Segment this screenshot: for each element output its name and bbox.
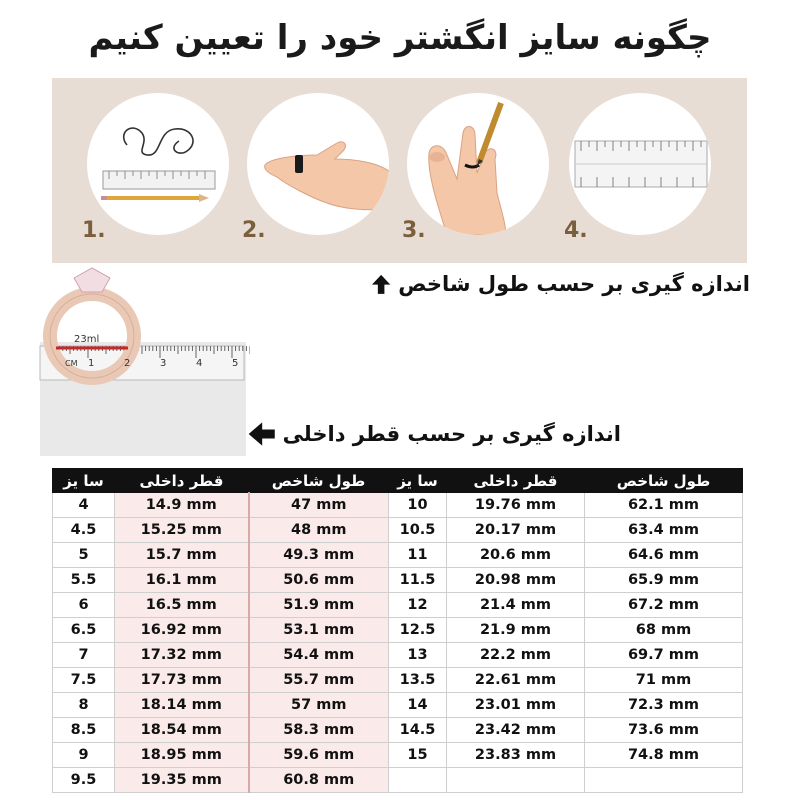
measure-label: 23ml bbox=[74, 334, 100, 345]
diameter-cell: 19.35 mm bbox=[115, 768, 249, 793]
diameter-cell: 20.98 mm bbox=[447, 568, 585, 593]
circumference-cell bbox=[585, 768, 743, 793]
diameter-cell: 18.54 mm bbox=[115, 718, 249, 743]
diameter-cell: 17.73 mm bbox=[115, 668, 249, 693]
header-circumference-left: طول شاخص bbox=[249, 469, 389, 493]
table-row bbox=[53, 593, 743, 618]
diameter-cell: 15.25 mm bbox=[115, 518, 249, 543]
diameter-cell: 21.4 mm bbox=[447, 593, 585, 618]
diameter-cell: 14.9 mm bbox=[115, 493, 249, 518]
step-number-4: 4. bbox=[564, 218, 588, 243]
size-cell: 4 bbox=[53, 493, 115, 518]
size-cell: 12 bbox=[389, 593, 447, 618]
circumference-cell: 67.2 mm bbox=[585, 593, 743, 618]
table-row bbox=[53, 568, 743, 593]
circumference-cell: 55.7 mm bbox=[249, 668, 389, 693]
header-diameter-right: قطر داخلی bbox=[447, 469, 585, 493]
circumference-cell: 64.6 mm bbox=[585, 543, 743, 568]
circumference-cell: 74.8 mm bbox=[585, 743, 743, 768]
string-ruler-pencil-icon bbox=[87, 93, 229, 235]
table-header-row bbox=[53, 469, 743, 493]
size-cell: 7.5 bbox=[53, 668, 115, 693]
diameter-cell: 22.2 mm bbox=[447, 643, 585, 668]
diameter-cell bbox=[447, 768, 585, 793]
table-row bbox=[53, 743, 743, 768]
step-number-2: 2. bbox=[242, 218, 266, 243]
diameter-caption bbox=[246, 414, 621, 454]
size-cell: 10.5 bbox=[389, 518, 447, 543]
cm-unit-label: CM bbox=[65, 359, 78, 368]
page-title: چگونه سایز انگشتر خود را تعیین کنیم bbox=[88, 18, 712, 58]
step-3 bbox=[407, 93, 549, 235]
circumference-cell: 48 mm bbox=[249, 518, 389, 543]
diameter-caption-text: اندازه گیری بر حسب قطر داخلی bbox=[282, 422, 621, 446]
diameter-cell: 22.61 mm bbox=[447, 668, 585, 693]
size-cell bbox=[389, 768, 447, 793]
size-cell: 14 bbox=[389, 693, 447, 718]
circumference-cell: 63.4 mm bbox=[585, 518, 743, 543]
table-row bbox=[53, 518, 743, 543]
size-cell: 8 bbox=[53, 693, 115, 718]
table-row bbox=[53, 618, 743, 643]
size-cell: 8.5 bbox=[53, 718, 115, 743]
table-row bbox=[53, 493, 743, 518]
table-row bbox=[53, 543, 743, 568]
circumference-cell: 53.1 mm bbox=[249, 618, 389, 643]
ruler-tick-label-1: 1 bbox=[88, 358, 95, 369]
size-cell: 13 bbox=[389, 643, 447, 668]
size-cell: 10 bbox=[389, 493, 447, 518]
diameter-cell: 23.83 mm bbox=[447, 743, 585, 768]
size-cell: 15 bbox=[389, 743, 447, 768]
diameter-cell: 23.01 mm bbox=[447, 693, 585, 718]
finger-wrap-icon bbox=[247, 93, 389, 235]
step-number-1: 1. bbox=[82, 218, 106, 243]
ring-ruler-illustration bbox=[30, 262, 250, 458]
circumference-cell: 59.6 mm bbox=[249, 743, 389, 768]
diameter-cell: 23.42 mm bbox=[447, 718, 585, 743]
circumference-cell: 50.6 mm bbox=[249, 568, 389, 593]
diameter-cell: 18.14 mm bbox=[115, 693, 249, 718]
diameter-cell: 21.9 mm bbox=[447, 618, 585, 643]
circumference-cell: 73.6 mm bbox=[585, 718, 743, 743]
table-row bbox=[53, 718, 743, 743]
table-row bbox=[53, 768, 743, 793]
finger-mark-icon bbox=[407, 93, 549, 235]
ruler-icon bbox=[569, 93, 711, 235]
size-cell: 11.5 bbox=[389, 568, 447, 593]
circumference-cell: 62.1 mm bbox=[585, 493, 743, 518]
size-cell: 5.5 bbox=[53, 568, 115, 593]
header-circumference-right: طول شاخص bbox=[585, 469, 743, 493]
steps-panel bbox=[52, 78, 747, 263]
circumference-cell: 47 mm bbox=[249, 493, 389, 518]
table-row bbox=[53, 643, 743, 668]
circumference-cell: 54.4 mm bbox=[249, 643, 389, 668]
circumference-cell: 49.3 mm bbox=[249, 543, 389, 568]
size-cell: 14.5 bbox=[389, 718, 447, 743]
diameter-cell: 16.5 mm bbox=[115, 593, 249, 618]
diameter-cell: 16.1 mm bbox=[115, 568, 249, 593]
circumference-cell: 72.3 mm bbox=[585, 693, 743, 718]
ruler-tick-label-4: 4 bbox=[196, 358, 203, 369]
size-cell: 6 bbox=[53, 593, 115, 618]
diameter-cell: 18.95 mm bbox=[115, 743, 249, 768]
diameter-cell: 20.6 mm bbox=[447, 543, 585, 568]
diameter-cell: 19.76 mm bbox=[447, 493, 585, 518]
circumference-cell: 60.8 mm bbox=[249, 768, 389, 793]
circumference-caption-text: اندازه گیری بر حسب طول شاخص bbox=[398, 272, 750, 296]
circumference-cell: 57 mm bbox=[249, 693, 389, 718]
arrow-up-icon bbox=[370, 267, 392, 301]
ruler-tick-label-2: 2 bbox=[124, 358, 131, 369]
circumference-cell: 65.9 mm bbox=[585, 568, 743, 593]
step-4 bbox=[569, 93, 711, 235]
size-cell: 9 bbox=[53, 743, 115, 768]
diameter-cell: 20.17 mm bbox=[447, 518, 585, 543]
ring-size-table bbox=[52, 468, 743, 793]
circumference-cell: 58.3 mm bbox=[249, 718, 389, 743]
ruler-tick-label-3: 3 bbox=[160, 358, 167, 369]
circumference-cell: 69.7 mm bbox=[585, 643, 743, 668]
header-size-left: سا یز bbox=[53, 469, 115, 493]
size-cell: 9.5 bbox=[53, 768, 115, 793]
step-2 bbox=[247, 93, 389, 235]
size-cell: 7 bbox=[53, 643, 115, 668]
circumference-cell: 51.9 mm bbox=[249, 593, 389, 618]
header-size-right: سا یز bbox=[389, 469, 447, 493]
arrow-left-icon bbox=[246, 417, 277, 451]
circumference-cell: 68 mm bbox=[585, 618, 743, 643]
size-cell: 4.5 bbox=[53, 518, 115, 543]
table-row bbox=[53, 668, 743, 693]
size-cell: 5 bbox=[53, 543, 115, 568]
header-diameter-left: قطر داخلی bbox=[115, 469, 249, 493]
diameter-cell: 15.7 mm bbox=[115, 543, 249, 568]
circumference-caption bbox=[370, 264, 750, 304]
step-1 bbox=[87, 93, 229, 235]
diameter-cell: 16.92 mm bbox=[115, 618, 249, 643]
step-number-3: 3. bbox=[402, 218, 426, 243]
diameter-cell: 17.32 mm bbox=[115, 643, 249, 668]
circumference-cell: 71 mm bbox=[585, 668, 743, 693]
size-cell: 6.5 bbox=[53, 618, 115, 643]
size-cell: 11 bbox=[389, 543, 447, 568]
ruler-tick-label-5: 5 bbox=[232, 358, 239, 369]
size-cell: 13.5 bbox=[389, 668, 447, 693]
table-row bbox=[53, 693, 743, 718]
size-cell: 12.5 bbox=[389, 618, 447, 643]
